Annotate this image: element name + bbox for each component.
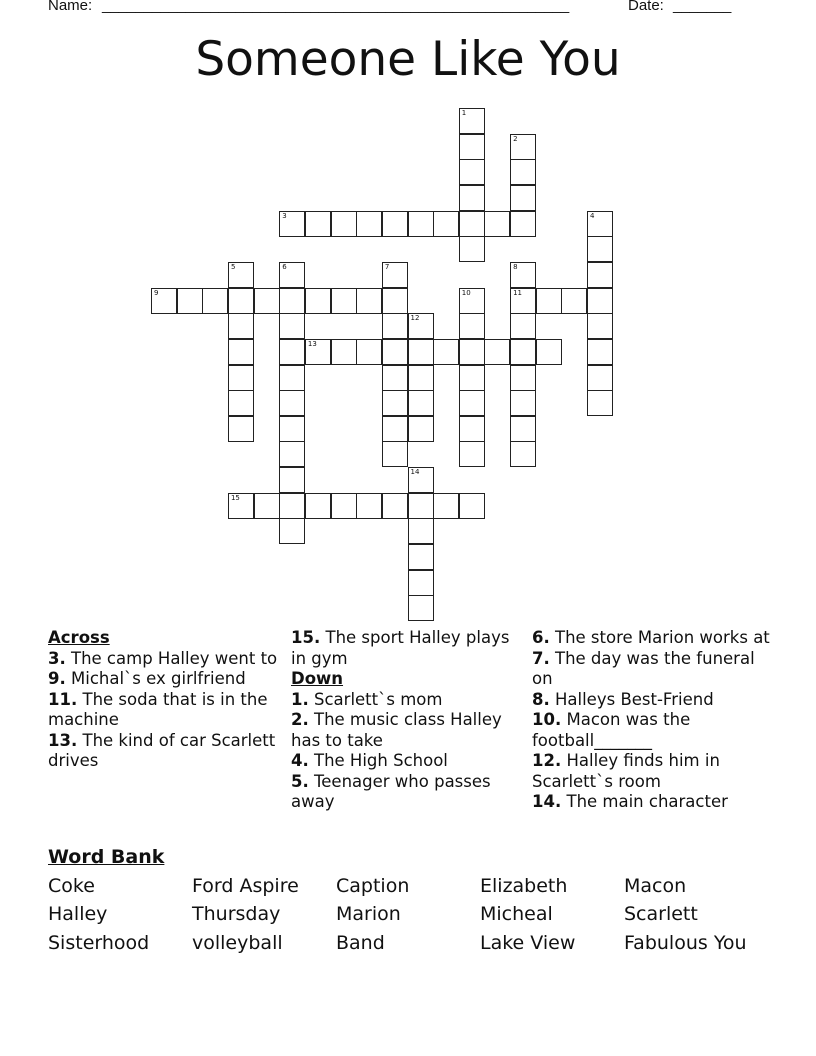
word-bank-item: Scarlett [624, 903, 698, 925]
crossword-cell[interactable] [459, 493, 485, 519]
crossword-cell[interactable] [356, 493, 382, 519]
crossword-cell[interactable] [459, 313, 485, 339]
clue-across-13: 13. The kind of car Scarlett drives [48, 730, 276, 770]
across-heading: Across [48, 628, 110, 647]
crossword-cell[interactable] [408, 467, 434, 493]
crossword-cell[interactable] [510, 339, 536, 365]
word-bank-item: Halley [48, 903, 108, 925]
clue-down-12: 12. Halley finds him in Scarlett`s room [532, 751, 720, 791]
word-bank-item: Marion [336, 903, 401, 925]
clue-number: 14 [410, 468, 420, 477]
crossword-cell[interactable] [484, 339, 510, 365]
clue-number: 8 [513, 262, 518, 271]
crossword-cell[interactable] [459, 211, 485, 237]
crossword-cell[interactable] [408, 518, 434, 544]
crossword-cell[interactable] [382, 313, 408, 339]
crossword-cell[interactable] [408, 416, 434, 442]
crossword-cell[interactable] [587, 211, 613, 237]
crossword-cell[interactable] [587, 313, 613, 339]
crossword-cell[interactable] [408, 595, 434, 621]
crossword-cell[interactable] [228, 390, 254, 416]
clues-column-3 [532, 628, 772, 813]
crossword-cell[interactable] [510, 134, 536, 160]
clue-number: 7 [384, 262, 390, 271]
crossword-cell[interactable] [587, 262, 613, 288]
crossword-cell[interactable] [408, 211, 434, 237]
word-bank-item: Ford Aspire [192, 875, 299, 897]
crossword-cell[interactable] [279, 262, 305, 288]
crossword-cell[interactable] [279, 365, 305, 391]
crossword-cell[interactable] [356, 211, 382, 237]
clue-number: 4 [590, 211, 595, 220]
down-heading: Down [291, 669, 344, 688]
clue-number: 6 [282, 262, 287, 271]
crossword-cell[interactable] [459, 339, 485, 365]
word-bank-item: Caption [336, 875, 410, 897]
crossword-cell[interactable] [459, 390, 485, 416]
word-bank-heading: Word Bank [48, 846, 165, 868]
word-bank-item: Sisterhood [48, 932, 150, 954]
crossword-cell[interactable] [536, 288, 562, 314]
crossword-cell[interactable] [408, 313, 434, 339]
crossword-cell[interactable] [356, 288, 382, 314]
crossword-cell[interactable] [484, 211, 510, 237]
crossword-cell[interactable] [587, 236, 613, 262]
crossword-cell[interactable] [228, 493, 254, 519]
clue-across-9: 9. Michal`s ex girlfriend [48, 669, 246, 688]
crossword-cell[interactable] [459, 236, 485, 262]
clue-down-14: 14. The main character [532, 792, 728, 811]
crossword-cell[interactable] [356, 339, 382, 365]
crossword-cell[interactable] [510, 390, 536, 416]
crossword-cell[interactable] [510, 159, 536, 185]
crossword-cell[interactable] [382, 339, 408, 365]
crossword-cell[interactable] [254, 493, 280, 519]
word-bank-item: Elizabeth [480, 875, 568, 897]
crossword-cell[interactable] [279, 211, 305, 237]
crossword-cell[interactable] [459, 441, 485, 467]
word-bank-item: Micheal [480, 903, 553, 925]
crossword-cell[interactable] [382, 416, 408, 442]
name-field[interactable]: ________________________________________________________ [102, 0, 570, 14]
clue-number: 10 [461, 288, 471, 297]
crossword-cell[interactable] [459, 365, 485, 391]
clue-across-11: 11. The soda that is in the machine [48, 689, 268, 729]
page-title: Someone Like You [195, 32, 621, 87]
crossword-cell[interactable] [331, 493, 357, 519]
clue-number: 2 [513, 134, 518, 143]
clue-number: 1 [461, 109, 467, 117]
crossword-cell[interactable] [228, 365, 254, 391]
crossword-cell[interactable] [279, 313, 305, 339]
crossword-cell[interactable] [382, 441, 408, 467]
crossword-cell[interactable] [408, 390, 434, 416]
crossword-cell[interactable] [408, 570, 434, 596]
crossword-cell[interactable] [459, 185, 485, 211]
word-bank-item: Thursday [192, 903, 281, 925]
crossword-cell[interactable] [228, 313, 254, 339]
crossword-cell[interactable] [587, 390, 613, 416]
clue-number: 5 [230, 262, 236, 271]
crossword-cell[interactable] [382, 390, 408, 416]
crossword-cell[interactable] [228, 262, 254, 288]
crossword-cell[interactable] [305, 211, 331, 237]
crossword-cell[interactable] [228, 416, 254, 442]
crossword-cell[interactable] [408, 339, 434, 365]
crossword-cell[interactable] [382, 493, 408, 519]
crossword-cell[interactable] [433, 211, 459, 237]
crossword-cell[interactable] [382, 288, 408, 314]
crossword-cell[interactable] [382, 262, 408, 288]
date-label: Date: [628, 0, 664, 14]
crossword-cell[interactable] [228, 288, 254, 314]
crossword-cell[interactable] [254, 288, 280, 314]
crossword-cell[interactable] [408, 544, 434, 570]
clues-column-1 [48, 628, 278, 772]
date-field[interactable]: _______ [673, 0, 732, 14]
clue-number: 9 [154, 288, 159, 297]
clue-down-6: 6. The store Marion works at [532, 628, 770, 647]
crossword-cell[interactable] [510, 441, 536, 467]
crossword-cell[interactable] [408, 493, 434, 519]
crossword-cell[interactable] [331, 288, 357, 314]
crossword-cell[interactable] [331, 211, 357, 237]
crossword-cell[interactable] [382, 211, 408, 237]
clue-down-7: 7. The day was the funeral on [532, 648, 755, 688]
clue-down-5: 5. Teenager who passes away [291, 771, 491, 811]
clue-down-8: 8. Halleys Best-Friend [532, 689, 714, 709]
crossword-cell[interactable] [459, 288, 485, 314]
crossword-cell[interactable] [561, 288, 587, 314]
word-bank-item: Fabulous You [624, 932, 747, 954]
crossword-cell[interactable] [587, 365, 613, 391]
crossword-cell[interactable] [279, 441, 305, 467]
clue-number: 11 [513, 288, 523, 297]
crossword-cell[interactable] [228, 339, 254, 365]
clue-number: 3 [282, 211, 287, 220]
word-bank-item: volleyball [192, 932, 283, 954]
crossword-cell[interactable] [587, 288, 613, 314]
crossword-cell[interactable] [151, 288, 177, 314]
crossword-cell[interactable] [459, 159, 485, 185]
word-bank-item: Macon [624, 875, 687, 897]
crossword-cell[interactable] [459, 108, 485, 134]
crossword-cell[interactable] [459, 416, 485, 442]
crossword-cell[interactable] [510, 185, 536, 211]
clue-down-1: 1. Scarlett`s mom [291, 689, 443, 709]
crossword-cell[interactable] [510, 365, 536, 391]
crossword-cell[interactable] [536, 339, 562, 365]
crossword-cell[interactable] [510, 288, 536, 314]
crossword-cell[interactable] [459, 134, 485, 160]
crossword-cell[interactable] [177, 288, 203, 314]
crossword-cell[interactable] [279, 390, 305, 416]
crossword-cell[interactable] [433, 493, 459, 519]
word-bank-item: Coke [48, 875, 95, 897]
clue-number: 13 [307, 339, 317, 348]
name-label: Name: [48, 0, 93, 14]
crossword-cell[interactable] [305, 493, 331, 519]
crossword-cell[interactable] [305, 339, 331, 365]
crossword-cell[interactable] [279, 518, 305, 544]
clue-across-3: 3. The camp Halley went to [48, 648, 278, 668]
crossword-cell[interactable] [408, 365, 434, 391]
clue-across-15: 15. The sport Halley plays in gym [291, 628, 510, 668]
crossword-cell[interactable] [279, 493, 305, 519]
crossword-cell[interactable] [510, 313, 536, 339]
crossword-cell[interactable] [587, 339, 613, 365]
crossword-cell[interactable] [202, 288, 228, 314]
crossword-cell[interactable] [510, 262, 536, 288]
crossword-cell[interactable] [433, 339, 459, 365]
crossword-cell[interactable] [382, 365, 408, 391]
crossword-cell[interactable] [279, 339, 305, 365]
crossword-cell[interactable] [305, 288, 331, 314]
crossword-cell[interactable] [279, 416, 305, 442]
clue-down-2: 2. The music class Halley has to take [291, 710, 502, 750]
crossword-cell[interactable] [279, 467, 305, 493]
crossword-cell[interactable] [331, 339, 357, 365]
clue-number: 15 [230, 493, 240, 502]
clue-down-4: 4. The High School [291, 751, 448, 770]
crossword-cell[interactable] [510, 416, 536, 442]
word-bank-item: Lake View [480, 932, 576, 954]
crossword-cell[interactable] [510, 211, 536, 237]
clue-down-10: 10. Macon was the football_______ [532, 710, 691, 750]
crossword-cell[interactable] [279, 288, 305, 314]
word-bank-item: Band [336, 932, 385, 954]
clues-column-2 [291, 628, 516, 813]
clue-number: 12 [410, 314, 420, 323]
